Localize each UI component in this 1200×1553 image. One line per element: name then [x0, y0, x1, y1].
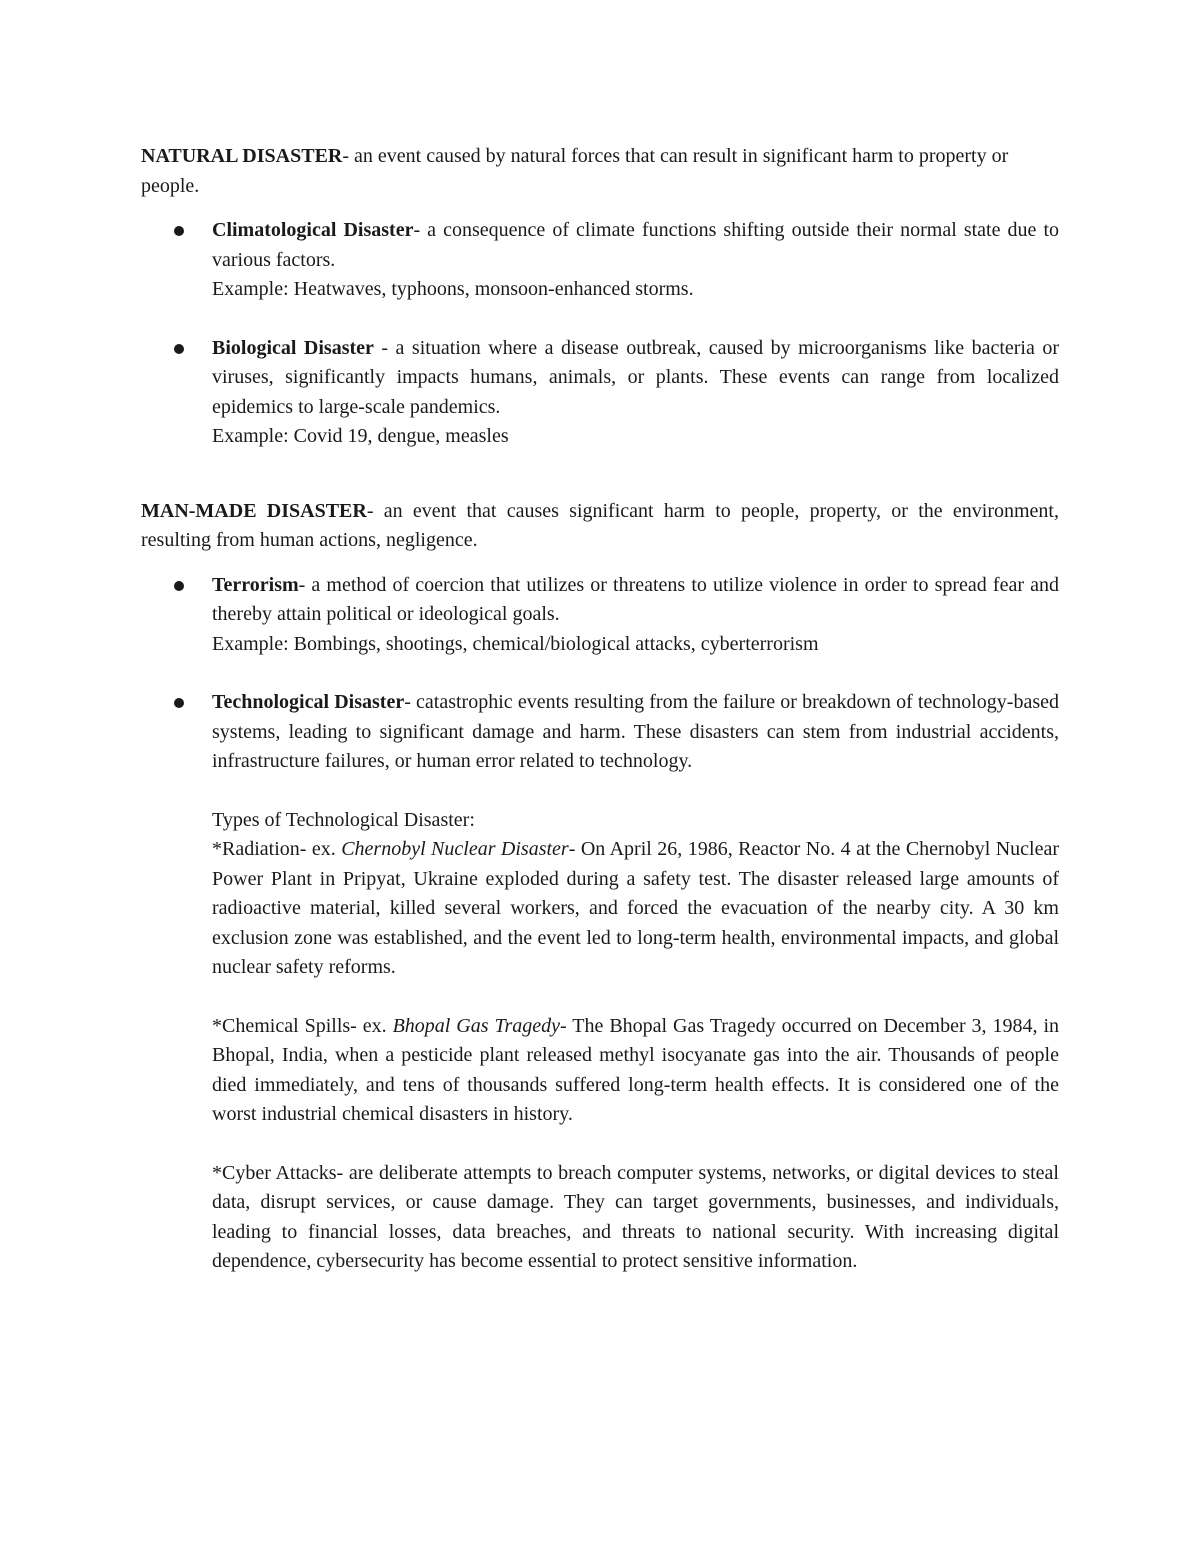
bullet-icon: [174, 226, 184, 236]
biological-definition: [212, 334, 1059, 423]
biological-text: - a situation where a disease outbreak, caused by microorganisms like bacteria or viruses, significantly impacts humans, animals, or plants. These events can range from localized epidemics to large-scale pandemics.: [212, 336, 1059, 418]
natural-disaster-term: NATURAL DISASTER: [141, 145, 343, 167]
climatological-definition: [212, 216, 1059, 275]
technological-term: Technological Disaster: [212, 691, 405, 713]
biological-example: Example: Covid 19, dengue, measles: [212, 425, 509, 447]
climatological-term: Climatological Disaster: [212, 219, 414, 241]
bullet-icon: [174, 344, 184, 354]
manmade-disaster-text: - an event that causes significant harm to people, property, or the environment, resulting from human actions, negligence.: [141, 499, 1059, 551]
natural-disaster-list: [141, 216, 1059, 452]
radiation-prefix: *Radiation- ex.: [212, 838, 342, 860]
natural-disaster-text: - an event caused by natural forces that can result in significant harm to property or people.: [141, 145, 1009, 197]
climatological-text: - a consequence of climate functions shifting outside their normal state due to various factors.: [212, 219, 1060, 271]
list-item: [212, 334, 1059, 452]
manmade-disaster-list: [141, 571, 1059, 1277]
terrorism-example: Example: Bombings, shootings, chemical/biological attacks, cyberterrorism: [212, 632, 819, 655]
chemical-example-title: Bhopal Gas Tragedy: [392, 1014, 561, 1037]
climatological-example: Example: Heatwaves, typhoons, monsoon-enhanced storms.: [212, 278, 694, 300]
radiation-example-title: Chernobyl Nuclear Disaster: [341, 838, 569, 860]
bullet-icon: [174, 581, 184, 591]
terrorism-term: Terrorism: [212, 573, 299, 596]
chemical-paragraph: [212, 1012, 1059, 1130]
types-heading: Types of Technological Disaster:: [212, 808, 475, 831]
technological-types: [212, 806, 1059, 1277]
radiation-text: - On April 26, 1986, Reactor No. 4 at the Chernobyl Nuclear Power Plant in Pripyat, Ukraine exploded during a safety test. The disaster released large amounts of radioactive material, killed several workers, and forced the evacuation of the nearby city. A 30 km exclusion zone was established, and the event led to long-term health, environmental impacts, and global nuclear safety reforms.: [212, 838, 1059, 978]
technological-text: - catastrophic events resulting from the failure or breakdown of technology-based systems, leading to significant damage and harm. These disasters can stem from industrial accidents, infrastructure failures, or human error related to technology.: [212, 691, 1059, 772]
list-item: [212, 688, 1059, 1277]
bullet-icon: [174, 698, 184, 708]
terrorism-text: - a method of coercion that utilizes or threatens to utilize violence in order to spread fear and thereby attain political or ideological goals.: [212, 573, 1059, 625]
manmade-disaster-term: MAN-MADE DISASTER: [141, 499, 367, 522]
chemical-text: - The Bhopal Gas Tragedy occurred on December 3, 1984, in Bhopal, India, when a pesticide plant released methyl isocyanate gas into the air. Thousands of people died immediately, and tens of thousands suffered long-term health effects. It is considered one of the worst industrial chemical disasters in history.: [212, 1014, 1059, 1125]
natural-disaster-definition: [141, 142, 1059, 201]
list-item: [212, 571, 1059, 660]
chemical-prefix: *Chemical Spills- ex.: [212, 1014, 393, 1037]
manmade-disaster-definition: [141, 497, 1059, 556]
radiation-paragraph: [212, 835, 1059, 983]
document-page: [141, 142, 1059, 1306]
biological-term: Biological Disaster: [212, 336, 374, 359]
technological-definition: [212, 688, 1059, 777]
terrorism-definition: [212, 571, 1059, 630]
list-item: [212, 216, 1059, 305]
cyber-paragraph: *Cyber Attacks- are deliberate attempts to breach computer systems, networks, or digital devices to steal data, disrupt services, or cause damage. They can target governments, businesses, and individuals, leading to financial losses, data breaches, and threats to national security. With increasing digital dependence, cybersecurity has become essential to protect sensitive information.: [212, 1161, 1059, 1272]
